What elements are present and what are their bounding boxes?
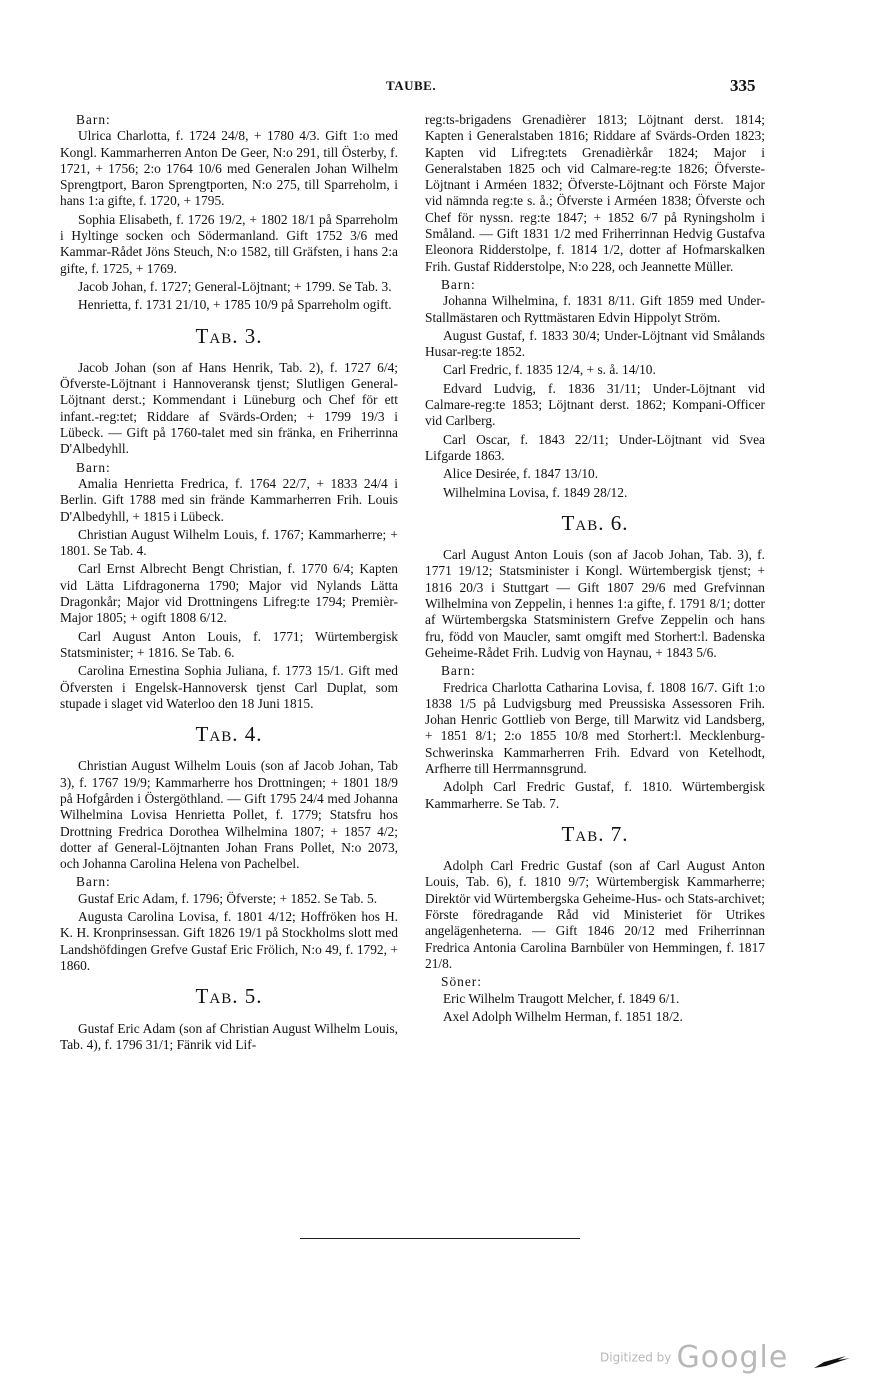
genealogy-entry: Christian August Wilhelm Louis (son af Jacob Johan, Tab 3), f. 1767 19/9; Kammarherre hos Drottningen; + 1801 18/9 på Hofgården i Östergöthland. — Gift 1795 24/4 med Johanna Wilhelmina Lovisa Henrietta Pollet, f. 1779; Statsfru hos Drottning Fredrica Dorothea Wilhelmina 1807; + 1857 4/2; dotter af General-Löjtnanten Johan Frans Pollet, N:o 2073, och Johanna Carolina Helena von Pachelbel. (60, 758, 398, 872)
genealogy-entry: Augusta Carolina Lovisa, f. 1801 4/12; Hoffröken hos H. K. H. Kronprinsessan. Gift 1826 19/1 på Stockholms slott med Landshöfdingen Grefve Gustaf Eric Frölich, N:o 49, f. 1792, + 1860. (60, 909, 398, 973)
genealogy-entry: Carl Ernst Albrecht Bengt Christian, f. 1770 6/4; Kapten vid Lätta Lifdragonerna 1790; Major vid Nylands Lätta Dragonkår; Major vid Drottningens Lifreg:te 1794; Premièr-Major 1805; + ogift 1808 6/12. (60, 561, 398, 626)
section-label-barn: Barn: (76, 874, 111, 890)
genealogy-entry: August Gustaf, f. 1833 30/4; Under-Löjtnant vid Smålands Husar-reg:te 1852. (425, 327, 765, 360)
section-label-soner: Söner: (441, 974, 482, 990)
genealogy-entry: Carl August Anton Louis (son af Jacob Johan, Tab. 3), f. 1771 19/12; Statsminister i Kongl. Würtembergisk tjenst; + 1816 20/3 i Stuttgart — Gift 1807 29/6 med Grefvinnan Wilhelmina von Zeppelin, i hennes 1:a gifte, f. 1791 8/1; dotter af Würtembergska Statsministern Grefve Zeppelin och hans fru, född von Maucler, samt omgift med Storhert:l. Badenska Geheime-Rådet Frih. Ludvig von Haynau, + 1843 5/6. (425, 547, 765, 660)
tab-heading: Tab. 5. (195, 984, 263, 1009)
genealogy-entry: Ulrica Charlotta, f. 1724 24/8, + 1780 4/3. Gift 1:o med Kongl. Kammarherren Anton De Geer, N:o 291, till Österby, f. 1721, + 1756; 2:o 1764 10/6 med Generalen Johan Wilhelm Sprengtport, Baron Sprengtporten, N:o 275, till Sparreholm, i hans 1:a gifte, f. 1720, + 1795. (60, 128, 398, 209)
genealogy-entry-continued: reg:ts-brigadens Grenadièrer 1813; Löjtnant derst. 1814; Kapten i Generalstaben 1816; Riddare af Svärds-Orden 1823; Kapten vid Lifreg:tets Grenadièrkår 1824; Major i Generalstaben 1825 och vid Calmare-reg:te 1826; Öfverste-Löjtnant i Arméen 1832; Öfverste-Löjtnant och Förste Major vid nämnda reg:te s. å.; Öfverste i Arméen 1838; Öfverste och Chef för nyssn. reg:te 1847; + 1852 6/7 på Ryningsholm i Småland. — Gift 1831 1/2 med Friherrinnan Hedvig Gustafva Eleonora Ridderstolpe, f. 1814 1/2, dotter af Hofmarskalken Frih. Gustaf Ridderstolpe, N:o 228, och Jeannette Müller. (425, 112, 765, 274)
right-column (425, 112, 765, 1027)
genealogy-entry: Alice Desirée, f. 1847 13/10. (443, 466, 599, 482)
section-label-barn: Barn: (76, 459, 111, 475)
genealogy-entry: Gustaf Eric Adam, f. 1796; Öfverste; + 1852. Se Tab. 5. (78, 890, 378, 906)
running-title: TAUBE. (386, 78, 437, 93)
genealogy-entry: Sophia Elisabeth, f. 1726 19/2, + 1802 18/1 på Sparreholm i Hyltinge socken och Södermanland. Gift 1752 3/6 med Kammar-Rådet Jöns Steuch, N:o 1582, till Gräfsten, i hans 2:a gifte, f. 1725, + 1769. (60, 211, 398, 276)
genealogy-entry: Axel Adolph Wilhelm Herman, f. 1851 18/2. (443, 1008, 683, 1024)
pen-stroke-icon (812, 1352, 852, 1372)
tab-heading: Tab. 7. (561, 821, 629, 846)
watermark-prefix: Digitized by (600, 1350, 672, 1365)
genealogy-entry: Edvard Ludvig, f. 1836 31/11; Under-Löjtnant vid Calmare-reg:te 1853; Löjtnant derst. 1862; Kompani-Officer vid Carlberg. (425, 380, 765, 429)
genealogy-entry: Henrietta, f. 1731 21/10, + 1785 10/9 på Sparreholm ogift. (78, 297, 392, 313)
tab-heading: Tab. 3. (195, 323, 263, 348)
genealogy-entry: Jacob Johan, f. 1727; General-Löjtnant; + 1799. Se Tab. 3. (78, 278, 392, 294)
genealogy-entry: Adolph Carl Fredric Gustaf, f. 1810. Würtembergisk Kammarherre. Se Tab. 7. (425, 779, 765, 811)
tab-heading: Tab. 4. (195, 722, 263, 747)
genealogy-entry: Carl Oscar, f. 1843 22/11; Under-Löjtnant vid Svea Lifgarde 1863. (425, 431, 765, 463)
genealogy-entry: Johanna Wilhelmina, f. 1831 8/11. Gift 1859 med Under-Stallmästaren och Ryttmästaren Edvin Hippolyt Ström. (425, 293, 765, 325)
section-label-barn: Barn: (76, 112, 111, 127)
genealogy-entry: Christian August Wilhelm Louis, f. 1767; Kammarherre; + 1801. Se Tab. 4. (60, 526, 398, 559)
end-rule (300, 1238, 580, 1239)
page-header (0, 78, 880, 98)
page-number: 335 (730, 76, 756, 95)
genealogy-entry: Carolina Ernestina Sophia Juliana, f. 1773 15/1. Gift med Öfversten i Engelsk-Hannoversk tjenst Carl Duplat, som stupade i slaget vid Waterloo den 18 Juni 1815. (60, 663, 398, 711)
digitized-watermark (600, 1340, 788, 1375)
genealogy-entry: Amalia Henrietta Fredrica, f. 1764 22/7, + 1833 24/4 i Berlin. Gift 1788 med sin frände Kammarherren Frih. Louis D'Albedyhll, + 1815 i Lübeck. (60, 475, 398, 524)
genealogy-entry: Wilhelmina Lovisa, f. 1849 28/12. (443, 484, 628, 500)
genealogy-entry: Carl Fredric, f. 1835 12/4, + s. å. 14/10. (443, 362, 656, 378)
genealogy-entry: Gustaf Eric Adam (son af Christian August Wilhelm Louis, Tab. 4), f. 1796 31/1; Fänrik vid Lif- (60, 1020, 398, 1052)
left-column (60, 112, 398, 1055)
tab-heading: Tab. 6. (561, 510, 629, 535)
genealogy-entry: Jacob Johan (son af Hans Henrik, Tab. 2), f. 1727 6/4; Öfverste-Löjtnant i Hannoveransk tjenst; Slutligen General-Löjtnant derst.; Kommendant i Lüneburg och Chef för ett infant.-reg:tet; Riddare af Svärds-Orden; + 1799 19/3 i Lübeck. — Gift på 1760-talet med sin fränka, en Friherrinna D'Albedyhll. (60, 359, 398, 457)
section-label-barn: Barn: (441, 663, 476, 679)
genealogy-entry: Adolph Carl Fredric Gustaf (son af Carl August Anton Louis, Tab. 6), f. 1810 9/7; Würtembergisk Kammarherre; Direktör vid Würtembergska Geheime-Hus- och Stats-archivet; Förste föredragande Råd vid Ministeriet för Utrikes angelägenheterna. — Gift 1846 20/12 med Friherrinnan Fredrica Antonia Carolina Barnbüler von Hemmingen, f. 1817 21/8. (425, 858, 765, 971)
genealogy-entry: Eric Wilhelm Traugott Melcher, f. 1849 6/1. (443, 990, 680, 1006)
genealogy-entry: Fredrica Charlotta Catharina Lovisa, f. 1808 16/7. Gift 1:o 1838 1/5 på Ludvigsburg med Preussiska Assessoren Frih. Johan Henric Gottlieb von Berge, till Marwitz vid Landsberg, + 1851 8/1; 2:o 1855 10/8 med Storhert:l. Mecklenburg-Schwerinska Kammarherren Frih. Edvard von Ketelhodt, Arfherre till Herrmannsgrund. (425, 679, 765, 776)
section-label-barn: Barn: (441, 276, 476, 292)
watermark-brand: Google (676, 1340, 789, 1375)
genealogy-entry: Carl August Anton Louis, f. 1771; Würtembergisk Statsminister; + 1816. Se Tab. 6. (60, 628, 398, 660)
